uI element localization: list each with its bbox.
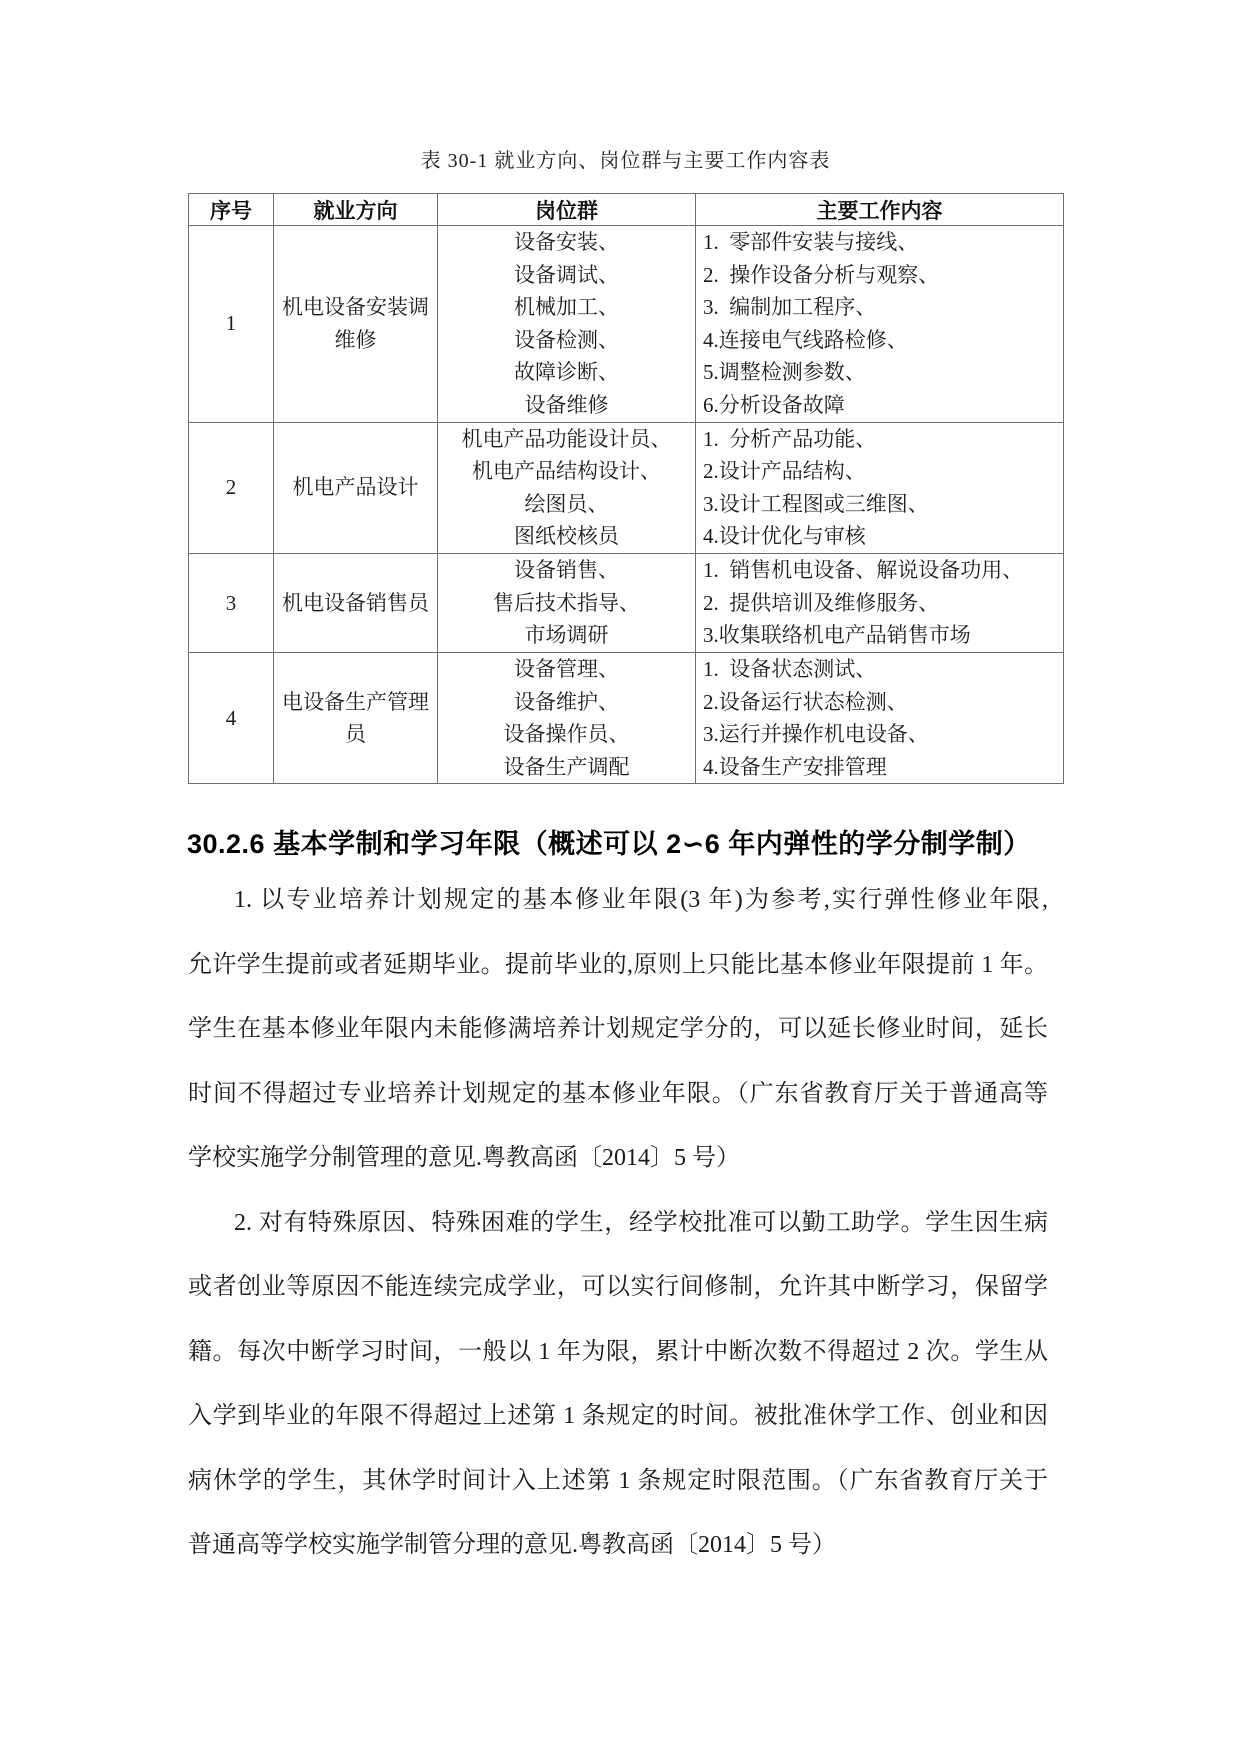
cell-serial — [189, 553, 274, 652]
paragraph-line: 允许学生提前或者延期毕业。提前毕业的,原则上只能比基本修业年限提前 1 年。 — [188, 951, 1048, 978]
cell-main-tasks — [696, 226, 1064, 423]
cell-post-group-line: 设备生产调配 — [503, 754, 630, 779]
body-text — [188, 868, 1048, 1578]
cell-main-tasks-line: 1. 设备状态测试、 — [703, 656, 877, 681]
cell-post-group-line: 设备检测、 — [514, 327, 619, 352]
cell-main-tasks-line: 1. 销售机电设备、解说设备功用、 — [703, 558, 1024, 583]
cell-main-tasks-line: 2.设备运行状态检测、 — [703, 689, 908, 714]
table-row — [189, 652, 1064, 783]
section-heading: 30.2.6 基本学制和学习年限（概述可以 2∽6 年内弹性的学分制学制） — [187, 829, 1031, 859]
cell-post-group-line: 故障诊断、 — [514, 360, 619, 385]
cell-post-group-line: 设备操作员、 — [503, 722, 630, 747]
cell-main-tasks-line: 1. 分析产品功能、 — [703, 426, 877, 451]
cell-direction-line: 机电设备安装调 — [282, 295, 429, 320]
cell-post-group — [438, 652, 696, 783]
cell-post-group-line: 设备维修 — [524, 392, 609, 417]
cell-main-tasks — [696, 553, 1064, 652]
col-header-tasks: 主要工作内容 — [696, 194, 1064, 226]
cell-serial-line: 4 — [225, 705, 237, 730]
table-row — [189, 226, 1064, 423]
paragraph-line: 普通高等学校实施学制管分理的意见.粤教高函〔2014〕5 号） — [188, 1532, 836, 1558]
cell-main-tasks-line: 2.设计产品结构、 — [703, 459, 866, 484]
col-header-posts: 岗位群 — [438, 194, 696, 226]
cell-post-group-line: 市场调研 — [524, 623, 609, 648]
cell-direction-line: 员 — [345, 722, 366, 747]
cell-main-tasks-line: 4.连接电气线路检修、 — [703, 327, 908, 352]
cell-post-group — [438, 553, 696, 652]
cell-post-group-line: 设备安装、 — [514, 230, 619, 254]
cell-post-group-line: 机械加工、 — [514, 295, 619, 320]
col-header-serial: 序号 — [189, 194, 274, 226]
cell-main-tasks — [696, 422, 1064, 553]
cell-serial — [189, 652, 274, 783]
table-row — [189, 422, 1064, 553]
cell-main-tasks-line: 6.分析设备故障 — [703, 392, 845, 417]
cell-serial — [189, 422, 274, 553]
cell-main-tasks-line: 3. 编制加工程序、 — [703, 295, 877, 320]
cell-post-group — [438, 226, 696, 423]
jobs-table — [188, 193, 1064, 784]
cell-post-group — [438, 422, 696, 553]
cell-main-tasks-line: 3.运行并操作机电设备、 — [703, 722, 929, 747]
cell-serial-line: 3 — [225, 590, 237, 615]
paragraph-line: 1. 以专业培养计划规定的基本修业年限(3 年)为参考,实行弹性修业年限, — [234, 887, 1048, 913]
cell-post-group-line: 设备维护、 — [514, 689, 619, 714]
cell-direction-line: 电设备生产管理 — [282, 689, 429, 714]
cell-main-tasks-line: 5.调整检测参数、 — [703, 360, 866, 385]
table-title: 表 30-1 就业方向、岗位群与主要工作内容表 — [420, 150, 831, 172]
cell-post-group-line: 机电产品结构设计、 — [472, 459, 661, 484]
cell-direction — [274, 652, 438, 783]
cell-main-tasks-line: 4.设计优化与审核 — [703, 524, 866, 549]
cell-post-group-line: 机电产品功能设计员、 — [461, 426, 672, 451]
paragraph — [188, 1191, 1048, 1578]
cell-main-tasks-line: 3.设计工程图或三维图、 — [703, 491, 929, 516]
cell-direction-line: 机电设备销售员 — [282, 590, 429, 615]
col-header-direction: 就业方向 — [274, 194, 438, 226]
table-header-row — [189, 194, 1064, 226]
cell-post-group-line: 设备调试、 — [514, 262, 619, 287]
cell-direction-line: 机电产品设计 — [292, 475, 419, 500]
paragraph-line: 入学到毕业的年限不得超过上述第 1 条规定的时间。被批准休学工作、创业和因 — [188, 1403, 1048, 1429]
cell-main-tasks-line: 3.收集联络机电产品销售市场 — [703, 623, 971, 648]
paragraph-line: 病休学的学生，其休学时间计入上述第 1 条规定时限范围。（广东省教育厅关于 — [188, 1467, 1048, 1494]
paragraph-line: 学校实施学分制管理的意见.粤教高函〔2014〕5 号） — [188, 1145, 740, 1171]
cell-direction — [274, 226, 438, 423]
cell-direction — [274, 422, 438, 553]
cell-main-tasks-line: 2. 提供培训及维修服务、 — [703, 590, 940, 615]
cell-main-tasks-line: 2. 操作设备分析与观察、 — [703, 262, 940, 287]
cell-post-group-line: 设备销售、 — [514, 558, 619, 583]
cell-direction-line: 维修 — [334, 327, 377, 352]
paragraph-line: 学生在基本修业年限内未能修满培养计划规定学分的，可以延长修业时间，延长 — [188, 1016, 1048, 1042]
cell-serial — [189, 226, 274, 423]
cell-main-tasks-line: 4.设备生产安排管理 — [703, 754, 887, 779]
cell-post-group-line: 绘图员、 — [524, 491, 609, 516]
paragraph-line: 或者创业等原因不能连续完成学业，可以实行间修制，允许其中断学习，保留学 — [188, 1274, 1048, 1300]
paragraph-line: 时间不得超过专业培养计划规定的基本修业年限。（广东省教育厅关于普通高等 — [188, 1080, 1048, 1107]
cell-direction — [274, 553, 438, 652]
cell-post-group-line: 图纸校核员 — [514, 524, 619, 549]
paragraph-line: 2. 对有特殊原因、特殊困难的学生，经学校批准可以勤工助学。学生因生病 — [234, 1209, 1048, 1236]
cell-serial-line: 1 — [225, 311, 237, 336]
cell-main-tasks-line: 1. 零部件安装与接线、 — [703, 230, 919, 254]
table-row — [189, 553, 1064, 652]
cell-main-tasks — [696, 652, 1064, 783]
cell-post-group-line: 设备管理、 — [514, 656, 619, 681]
paragraph — [188, 868, 1048, 1191]
paragraph-line: 籍。每次中断学习时间，一般以 1 年为限，累计中断次数不得超过 2 次。学生从 — [188, 1338, 1048, 1365]
cell-post-group-line: 售后技术指导、 — [493, 590, 640, 615]
cell-serial-line: 2 — [225, 475, 237, 500]
